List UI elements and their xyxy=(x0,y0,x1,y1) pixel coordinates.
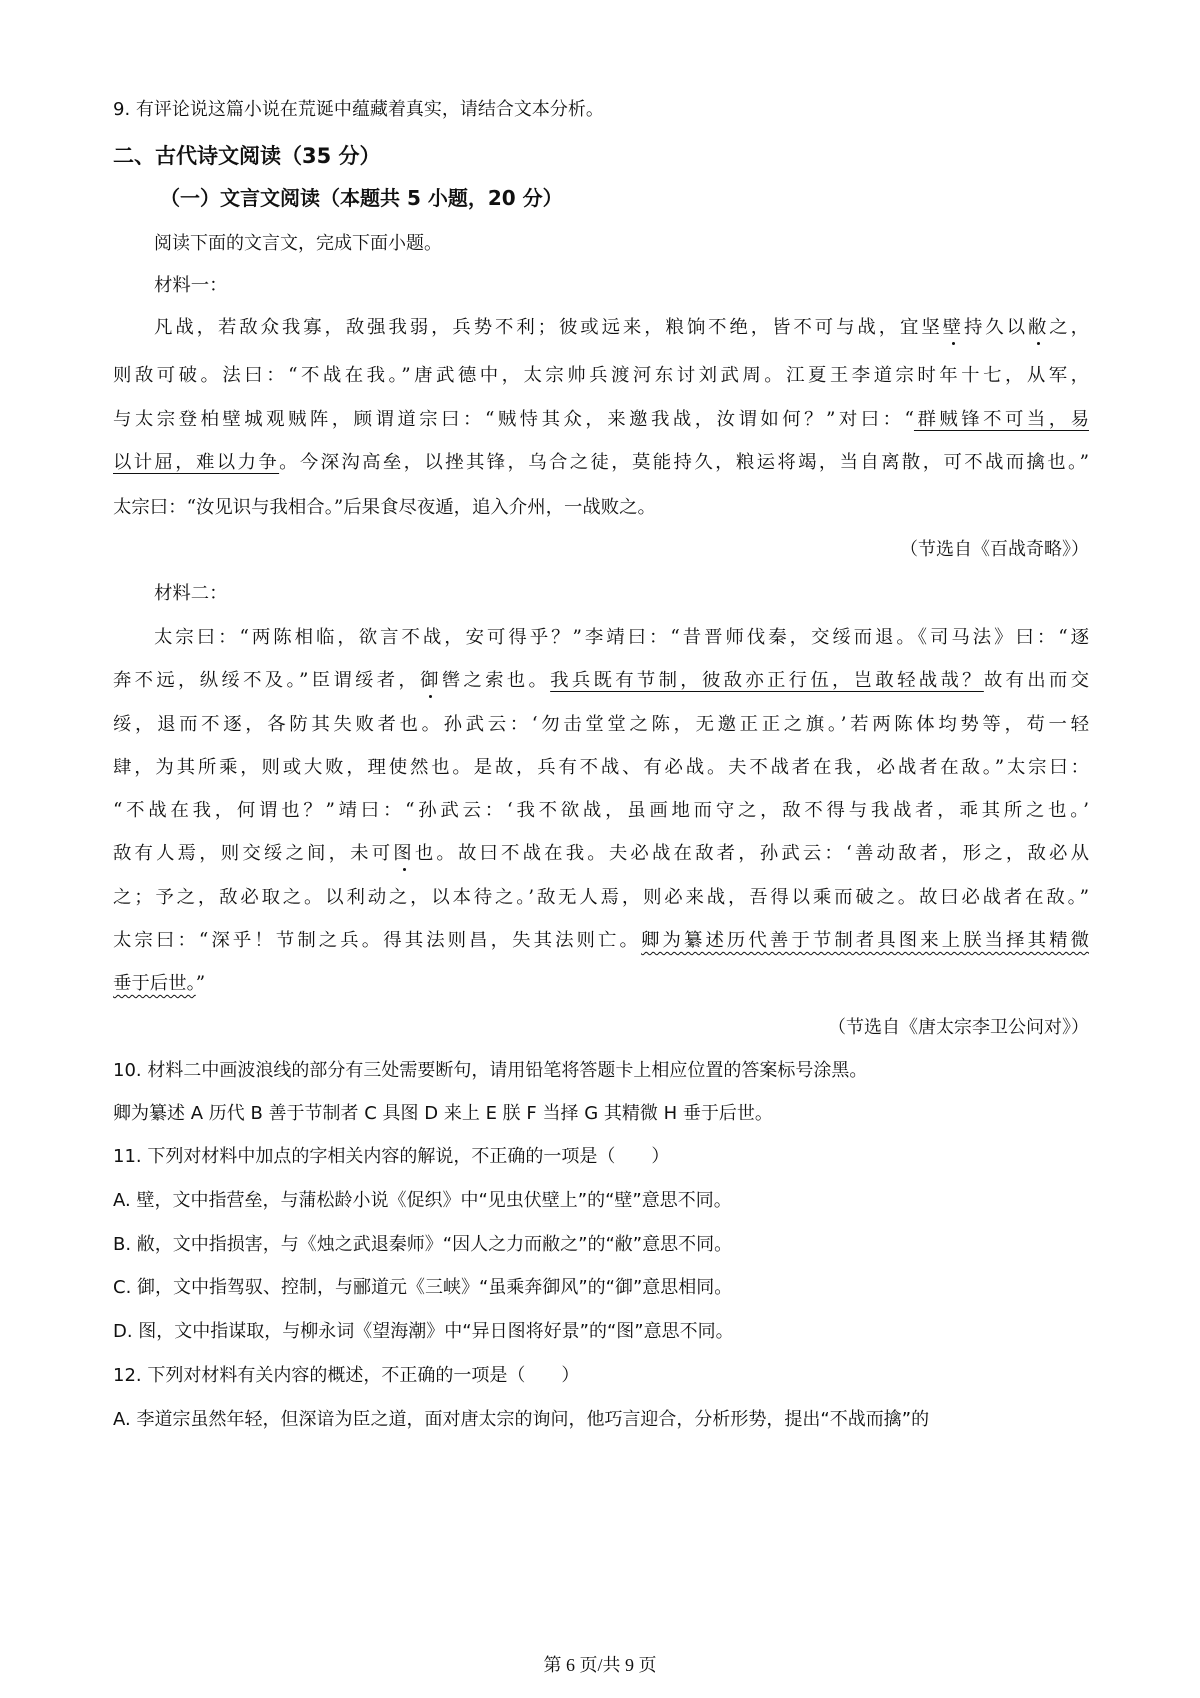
material-2-line: 垂于后世。” xyxy=(113,973,206,994)
question-11-option-c: C. 御，文中指驾驭、控制，与郦道元《三峡》“虽乘奔御风”的“御”意思相同。 xyxy=(113,1277,733,1298)
section-2-title: 二、古代诗文阅读（35 分） xyxy=(113,144,381,168)
page-footer: 第 6 页/共 9 页 xyxy=(543,1655,657,1675)
material-2-line: 太宗曰：“两陈相临，欲言不战，安可得乎？”李靖曰：“昔晋师伐秦，交绥而退。《司马法》曰：“逐 xyxy=(154,627,1089,648)
underlined-sentence: 我兵既有节制，彼敌亦正行伍，岂敢轻战哉？ xyxy=(550,670,984,691)
material-1-line: 太宗曰：“汝见识与我相合。”后果食尽夜遁，追入介州，一战败之。 xyxy=(113,497,656,518)
question-9: 9. 有评论说这篇小说在荒诞中蕴藏着真实，请结合文本分析。 xyxy=(113,99,604,120)
dotted-char-bi: 壁 xyxy=(942,317,964,338)
material-1-line: 与太宗登柏壁城观贼阵，顾谓道宗曰：“贼恃其众，来邀我战，汝谓如何？”对曰：“群贼锋不可当，易 xyxy=(113,409,1089,430)
subsection-1-title: （一）文言文阅读（本题共 5 小题，20 分） xyxy=(160,186,563,210)
material-1-line: 则敌可破。法曰：“不战在我。”唐武德中，太宗帅兵渡河东讨刘武周。江夏王李道宗时年十七，从军， xyxy=(113,365,1089,386)
question-12-stem: 12. 下列对材料有关内容的概述，不正确的一项是（ ） xyxy=(113,1365,580,1386)
material-2-source: （节选自《唐太宗李卫公问对》） xyxy=(828,1017,1089,1038)
material-1-line: 以计屈，难以力争。今深沟高垒，以挫其锋，乌合之徒，莫能持久，粮运将竭，当自离散，可不战而擒也。” xyxy=(113,452,1089,473)
question-11-option-a: A. 壁，文中指营垒，与蒲松龄小说《促织》中“见虫伏壁上”的“壁”意思不同。 xyxy=(113,1190,732,1211)
dotted-char-tu: 图 xyxy=(393,843,415,864)
question-10-stem: 10. 材料二中画波浪线的部分有三处需要断句，请用铅笔将答题卡上相应位置的答案标号涂黑。 xyxy=(113,1060,868,1081)
material-2-line: 敌有人焉，则交绥之间，未可图也。故曰不战在我。夫必战在敌者，孙武云：‘善动敌者，形之，敌必从 xyxy=(113,843,1089,864)
dotted-char-yu: 御 xyxy=(420,670,442,691)
material-2-line: 绥，退而不逐，各防其失败者也。孙武云：‘勿击堂堂之陈，无邀正正之旗。’若两陈体均势等，苟一轻 xyxy=(113,714,1089,735)
wavy-underlined-sentence: 卿为纂述历代善于节制者具图来上朕当择其精微 xyxy=(641,930,1089,951)
question-11-option-b: B. 敝，文中指损害，与《烛之武退秦师》“因人之力而敝之”的“敝”意思不同。 xyxy=(113,1234,733,1255)
material-2-line: 之；予之，敌必取之。以利动之，以本待之。’敌无人焉，则必来战，吾得以乘而破之。故曰必战者在敌。” xyxy=(113,887,1089,908)
material-2-line: “不战在我，何谓也？”靖曰：“孙武云：‘我不欲战，虽画地而守之，敌不得与我战者，乖其所之也。’ xyxy=(113,800,1089,821)
material-2-line: 太宗曰：“深乎！节制之兵。得其法则昌，失其法则亡。卿为纂述历代善于节制者具图来上朕当择其精微 xyxy=(113,930,1089,951)
underlined-sentence: 以计屈，难以力争 xyxy=(113,452,280,473)
material-2-label: 材料二： xyxy=(154,583,228,604)
question-11-stem: 11. 下列对材料中加点的字相关内容的解说，不正确的一项是（ ） xyxy=(113,1146,670,1167)
material-2-line: 奔不远，纵绥不及。”臣谓绥者，御辔之索也。我兵既有节制，彼敌亦正行伍，岂敢轻战哉？故有出而交 xyxy=(113,670,1089,691)
material-1-line: 凡战，若敌众我寡，敌强我弱，兵势不利；彼或远来，粮饷不绝，皆不可与战，宜坚壁持久以敝之， xyxy=(154,317,1089,338)
wavy-underlined-sentence: 垂于后世。 xyxy=(113,973,196,994)
question-10-sentence: 卿为纂述 A 历代 B 善于节制者 C 具图 D 来上 E 朕 F 当择 G 其精微 H 垂于后世。 xyxy=(113,1103,773,1124)
dotted-char-bi-2: 敝 xyxy=(1027,317,1050,338)
question-11-option-d: D. 图，文中指谋取，与柳永词《望海潮》中“异日图将好景”的“图”意思不同。 xyxy=(113,1321,734,1342)
underlined-sentence: 群贼锋不可当，易 xyxy=(913,409,1089,430)
question-12-option-a: A. 李道宗虽然年轻，但深谙为臣之道，面对唐太宗的询问，他巧言迎合，分析形势，提出“不战而擒”的 xyxy=(113,1409,930,1430)
material-1-source: （节选自《百战奇略》） xyxy=(900,539,1089,560)
material-1-label: 材料一： xyxy=(154,275,228,296)
reading-instruction: 阅读下面的文言文，完成下面小题。 xyxy=(154,233,442,254)
material-2-line: 肆，为其所乘，则或大败，理使然也。是故，兵有不战、有必战。夫不战者在我，必战者在敌。”太宗曰： xyxy=(113,757,1089,778)
